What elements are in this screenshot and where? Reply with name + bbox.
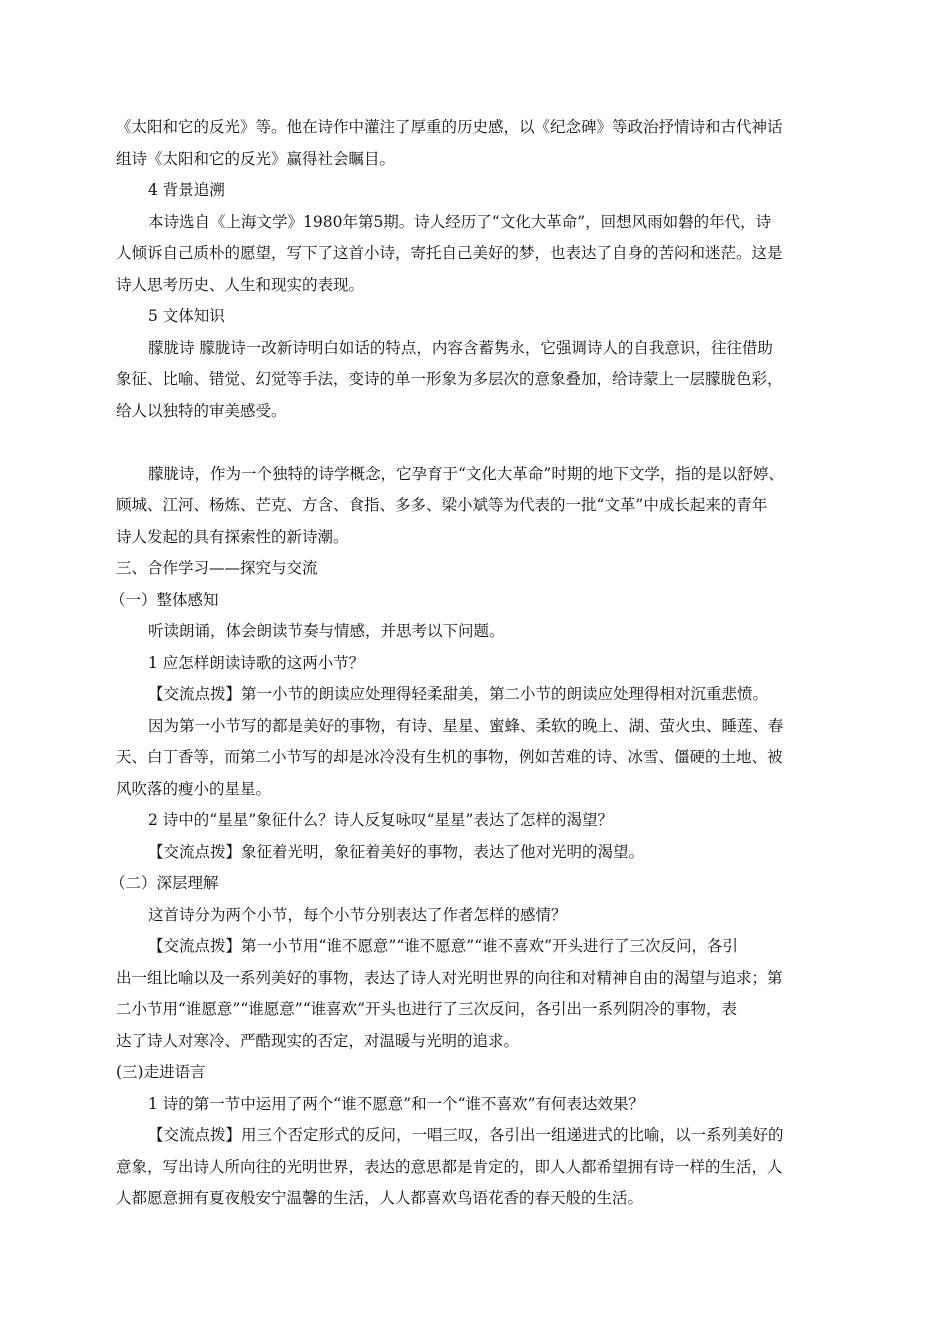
text-line: 出一组比喻以及一系列美好的事物，表达了诗人对光明世界的向往和对精神自由的渴望与追求；第	[116, 968, 783, 987]
answer: 【交流点拨】象征着光明，象征着美好的事物，表达了他对光明的渴望。	[148, 842, 645, 861]
text-line: 意象，写出诗人所向往的光明世界，表达的意思都是肯定的，即人人都希望拥有诗一样的生活，人	[116, 1157, 783, 1176]
paragraph-start: 因为第一小节写的都是美好的事物，有诗、星星、蜜蜂、柔软的晚上、湖、萤火虫、睡莲、春	[148, 716, 784, 735]
paragraph-start: 朦胧诗 朦胧诗一改新诗明白如话的特点，内容含蓄隽永，它强调诗人的自我意识，往往借助	[148, 338, 773, 357]
subsection-title: （一）整体感知	[110, 590, 219, 609]
text-line: 象征、比喻、错觉、幻觉等手法，变诗的单一形象为多层次的意象叠加，给诗蒙上一层朦胧色彩，	[116, 370, 783, 388]
text-line: 二小节用“谁愿意”“谁愿意”“谁喜欢”开头也进行了三次反问，各引出一系列阴冷的事物，表	[116, 1000, 738, 1018]
text-line: 顾城、江河、杨炼、芒克、方含、食指、多多、梁小斌等为代表的一批“文革”中成长起来的青年	[116, 496, 768, 514]
question: 1 应怎样朗读诗歌的这两小节？	[148, 653, 365, 672]
subsection-title: (三)走进语言	[116, 1063, 206, 1081]
paragraph-start: 听读朗诵，体会朗读节奏与情感，并思考以下问题。	[148, 622, 505, 640]
paragraph-start: 本诗选自《上海文学》1980年第5期。诗人经历了“文化大革命”，回想风雨如磐的年代，诗	[148, 212, 772, 231]
question: 2 诗中的“星星”象征什么？诗人反复咏叹“星星”表达了怎样的渴望？	[148, 811, 613, 829]
document-body	[110, 112, 836, 1215]
question: 这首诗分为两个小节，每个小节分别表达了作者怎样的感情？	[148, 905, 567, 924]
paragraph-start: 朦胧诗，作为一个独特的诗学概念，它孕育于“文化大革命”时期的地下文学，指的是以舒婷、	[148, 464, 784, 483]
section-title: 三、合作学习——探究与交流	[116, 559, 318, 577]
blank-line	[116, 427, 836, 459]
section-heading: 4 背景追溯	[148, 181, 225, 199]
question: 1 诗的第一节中运用了两个“谁不愿意”和一个“谁不喜欢”有何表达效果？	[148, 1094, 644, 1113]
text-line: 诗人思考历史、人生和现实的表现。	[116, 275, 365, 294]
answer: 【交流点拨】第一小节的朗读应处理得轻柔甜美，第二小节的朗读应处理得相对沉重悲愤。	[148, 685, 769, 703]
text-line: 给人以独特的审美感受。	[116, 401, 287, 420]
text-line: 风吹落的瘦小的星星。	[116, 779, 272, 798]
text-line: 诗人发起的具有探索性的新诗潮。	[116, 527, 349, 546]
text-line: 达了诗人对寒冷、严酷现实的否定，对温暖与光明的追求。	[116, 1031, 520, 1050]
text-line: 《太阳和它的反光》等。他在诗作中灌注了厚重的历史感，以《纪念碑》等政治抒情诗和古代神话	[116, 118, 783, 136]
subsection-title: （二）深层理解	[110, 874, 219, 892]
text-line: 组诗《太阳和它的反光》赢得社会瞩目。	[116, 149, 396, 168]
text-line: 人倾诉自己质朴的愿望，写下了这首小诗，寄托自己美好的梦，也表达了自身的苦闷和迷茫。这是	[116, 244, 783, 262]
answer: 【交流点拨】第一小节用“谁不愿意”“谁不愿意”“谁不喜欢”开头进行了三次反问，各引	[148, 937, 739, 955]
text-line: 天、白丁香等，而第二小节写的却是冰冷没有生机的事物，例如苦难的诗、冰雪、僵硬的土地、被	[116, 748, 783, 766]
answer: 【交流点拨】用三个否定形式的反问，一唱三叹，各引出一组递进式的比喻，以一系列美好的	[148, 1126, 784, 1144]
text-line: 人都愿意拥有夏夜般安宁温馨的生活，人人都喜欢鸟语花香的春天般的生活。	[116, 1189, 644, 1207]
section-heading: 5 文体知识	[148, 307, 225, 325]
